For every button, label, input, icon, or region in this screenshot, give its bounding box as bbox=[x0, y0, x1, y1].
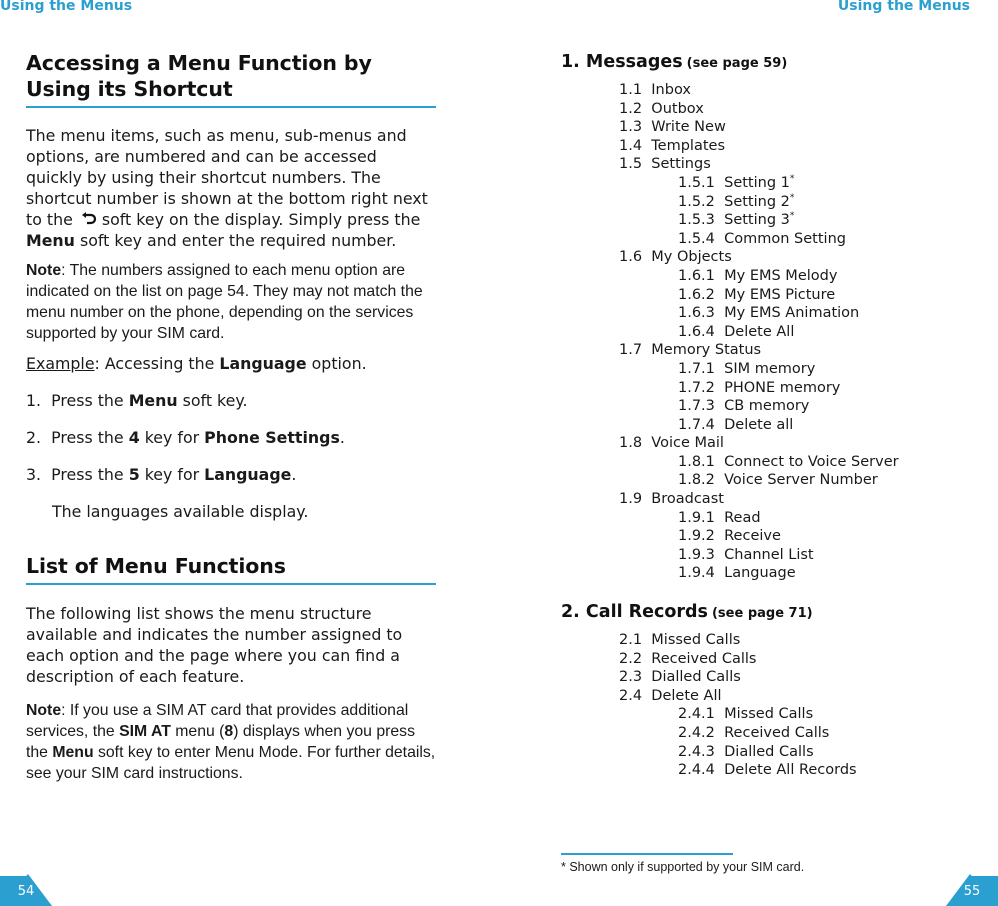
menu-item-label: My EMS Picture bbox=[724, 286, 836, 303]
menu-item bbox=[561, 527, 981, 546]
menu-item-label: SIM memory bbox=[724, 360, 816, 377]
menu-item bbox=[561, 174, 981, 193]
section-divider bbox=[26, 106, 436, 108]
menu-item-number: 1.7.4 bbox=[678, 416, 715, 433]
menu-item bbox=[561, 416, 981, 435]
menu-item-number: 2.4.2 bbox=[678, 725, 715, 741]
menu-item bbox=[561, 761, 981, 780]
step-2: 2. Press the 4 key for Phone Settings. bbox=[26, 428, 345, 447]
menu-item-label: Templates bbox=[651, 137, 725, 154]
running-header-right: Using the Menus bbox=[837, 0, 970, 14]
menu-item-label: Channel List bbox=[724, 546, 814, 563]
menu-item bbox=[561, 743, 981, 762]
menu-item bbox=[561, 155, 981, 174]
running-header-left: Using the Menus bbox=[0, 0, 133, 14]
menu-item-label: Settings bbox=[651, 156, 711, 173]
menu-item bbox=[561, 546, 981, 565]
menu-item-label: Setting 1 bbox=[724, 174, 790, 191]
menu-item-label: PHONE memory bbox=[724, 379, 841, 396]
menu-item-number: 1.6.4 bbox=[678, 323, 715, 340]
menu-item bbox=[561, 360, 981, 379]
page-number-tab-right bbox=[946, 872, 998, 906]
footnote-marker: * bbox=[789, 192, 795, 203]
menu-item bbox=[561, 81, 981, 100]
menu-item-label: My EMS Melody bbox=[724, 267, 838, 284]
menu-item bbox=[561, 248, 981, 267]
menu-item-number: 2.3 bbox=[619, 669, 643, 686]
menu-item bbox=[561, 509, 981, 528]
menu-item-number: 2.1 bbox=[619, 632, 643, 649]
menu-item-number: 1.2 bbox=[619, 100, 643, 117]
page-number-tab-left bbox=[0, 872, 52, 906]
menu-item-number: 2.4.1 bbox=[678, 706, 715, 723]
step-3: 3. Press the 5 key for Language. bbox=[26, 465, 297, 484]
menu-item bbox=[561, 724, 981, 743]
menu-item bbox=[561, 490, 981, 509]
right-page bbox=[561, 50, 981, 780]
menu-item bbox=[561, 434, 981, 453]
menu-item-label: Broadcast bbox=[651, 491, 724, 508]
menu-item-number: 1.5.2 bbox=[678, 193, 715, 210]
menu-item-label: Receive bbox=[724, 528, 781, 545]
menu-item-number: 1.1 bbox=[619, 82, 643, 98]
menu-item-label: Received Calls bbox=[724, 725, 830, 741]
menu-item-number: 1.5.3 bbox=[678, 212, 715, 229]
menu-item-label: Common Setting bbox=[724, 230, 846, 247]
menu-item bbox=[561, 397, 981, 416]
menu-item-number: 2.2 bbox=[619, 650, 643, 667]
menu-item-number: 1.6.2 bbox=[678, 286, 715, 303]
left-page bbox=[26, 50, 436, 784]
menu-item-number: 2.4.4 bbox=[678, 762, 715, 779]
menu-item bbox=[561, 230, 981, 249]
menu-heading-messages: 1. Messages (see page 59) bbox=[561, 52, 788, 72]
section-title-list: List of Menu Functions bbox=[26, 554, 286, 578]
menu-item-label: Setting 2 bbox=[724, 193, 790, 210]
footnote-marker: * bbox=[789, 173, 795, 184]
menu-item bbox=[561, 193, 981, 212]
menu-item bbox=[561, 564, 981, 583]
menu-item-label: Setting 3 bbox=[724, 212, 790, 229]
menu-item-label: Missed Calls bbox=[724, 706, 814, 723]
menu-item bbox=[561, 304, 981, 323]
menu-item-number: 1.9.3 bbox=[678, 546, 715, 563]
menu-item-number: 1.8 bbox=[619, 435, 643, 452]
menu-item bbox=[561, 267, 981, 286]
menu-item-number: 1.5 bbox=[619, 156, 643, 173]
menu-item bbox=[561, 687, 981, 706]
step-result: The languages available display. bbox=[52, 502, 309, 521]
menu-item-number: 1.7 bbox=[619, 342, 643, 359]
menu-item-label: Dialled Calls bbox=[724, 743, 814, 760]
menu-item-label: Dialled Calls bbox=[651, 669, 741, 686]
menu-item-label: Write New bbox=[651, 119, 726, 136]
menu-item-number: 1.9.1 bbox=[678, 509, 715, 526]
menu-item-label: Voice Mail bbox=[651, 435, 724, 452]
menu-heading-call-records: 2. Call Records (see page 71) bbox=[561, 602, 813, 623]
menu-item bbox=[561, 650, 981, 669]
back-arrow-icon bbox=[81, 212, 97, 226]
menu-item-label: Delete all bbox=[724, 416, 794, 433]
menu-item bbox=[561, 668, 981, 687]
menu-item-label: Inbox bbox=[651, 82, 691, 98]
footnote-marker: * bbox=[789, 211, 795, 222]
page-number-left: 54 bbox=[17, 884, 35, 899]
menu-item-label: Missed Calls bbox=[651, 632, 741, 649]
menu-item-number: 1.9 bbox=[619, 491, 643, 508]
menu-item bbox=[561, 323, 981, 342]
menu-item-label: My Objects bbox=[651, 249, 732, 266]
menu-item-number: 1.7.1 bbox=[678, 360, 715, 377]
step-1: 1. Press the Menu soft key. bbox=[26, 391, 248, 410]
menu-item bbox=[561, 631, 981, 650]
menu-item bbox=[561, 705, 981, 724]
menu-item-number: 1.8.2 bbox=[678, 472, 715, 489]
note-sim-at: Note: If you use a SIM AT card that provides additional services, the SIM AT menu (8) displays when you press the Menu soft key to enter Menu Mode. For further details, see your SIM card instructions. bbox=[26, 702, 436, 782]
menu-item bbox=[561, 137, 981, 156]
menu-item-number: 1.5.4 bbox=[678, 230, 715, 247]
menu-item-label: Delete All Records bbox=[724, 762, 857, 779]
menu-item bbox=[561, 341, 981, 360]
list-paragraph: The following list shows the menu structure available and indicates the number assigned to each option and the page where you can find a description of each feature. bbox=[26, 604, 403, 686]
menu-item-label: Language bbox=[724, 565, 796, 582]
menu-item-number: 2.4 bbox=[619, 687, 643, 704]
menu-list-call-records bbox=[561, 631, 981, 780]
menu-item-label: Outbox bbox=[651, 100, 704, 117]
menu-item bbox=[561, 100, 981, 119]
footnote-divider bbox=[561, 853, 733, 855]
menu-item-number: 1.4 bbox=[619, 137, 643, 154]
menu-item bbox=[561, 118, 981, 137]
menu-item-label: Delete All bbox=[724, 323, 795, 340]
menu-item-label: Read bbox=[724, 509, 761, 526]
menu-item-label: Delete All bbox=[651, 687, 722, 704]
menu-item-number: 1.9.4 bbox=[678, 565, 715, 582]
menu-item-number: 1.6.1 bbox=[678, 267, 715, 284]
section-divider bbox=[26, 583, 436, 585]
menu-item bbox=[561, 286, 981, 305]
menu-item-number: 1.8.1 bbox=[678, 453, 715, 470]
menu-item-number: 1.5.1 bbox=[678, 174, 715, 191]
menu-item-number: 1.7.3 bbox=[678, 398, 715, 415]
menu-item-label: Voice Server Number bbox=[724, 472, 878, 489]
menu-item-number: 1.9.2 bbox=[678, 528, 715, 545]
menu-item-number: 1.6.3 bbox=[678, 305, 715, 322]
page-number-right: 55 bbox=[963, 884, 981, 899]
example-line: Example: Accessing the Language option. bbox=[26, 354, 367, 373]
note-shortcut: Note: The numbers assigned to each menu option are indicated on the list on page 54. They may not match the menu number on the phone, depending on the services supported by your SIM card. bbox=[26, 262, 423, 342]
menu-item-label: Connect to Voice Server bbox=[724, 453, 899, 470]
shortcut-paragraph: The menu items, such as menu, sub-menus and options, are numbered and can be accessed quickly by using their shortcut numbers. The shortcut number is shown at the bottom right next to the soft key on the display. Simply press the Menu soft key and enter the required number. bbox=[26, 126, 428, 250]
menu-item-number: 1.6 bbox=[619, 249, 643, 266]
menu-item bbox=[561, 211, 981, 230]
menu-item-number: 2.4.3 bbox=[678, 743, 715, 760]
menu-item-label: CB memory bbox=[724, 398, 810, 415]
menu-item-label: Memory Status bbox=[651, 342, 762, 359]
menu-item bbox=[561, 471, 981, 490]
menu-item bbox=[561, 453, 981, 472]
menu-list-messages bbox=[561, 81, 981, 583]
footnote: * Shown only if supported by your SIM card. bbox=[561, 860, 805, 874]
menu-item-label: My EMS Animation bbox=[724, 305, 860, 322]
menu-item-number: 1.3 bbox=[619, 119, 643, 136]
section-title-shortcut: Accessing a Menu Function by Using its Shortcut bbox=[26, 51, 372, 101]
menu-item-number: 1.7.2 bbox=[678, 379, 715, 396]
menu-item bbox=[561, 379, 981, 398]
menu-item-label: Received Calls bbox=[651, 650, 757, 667]
